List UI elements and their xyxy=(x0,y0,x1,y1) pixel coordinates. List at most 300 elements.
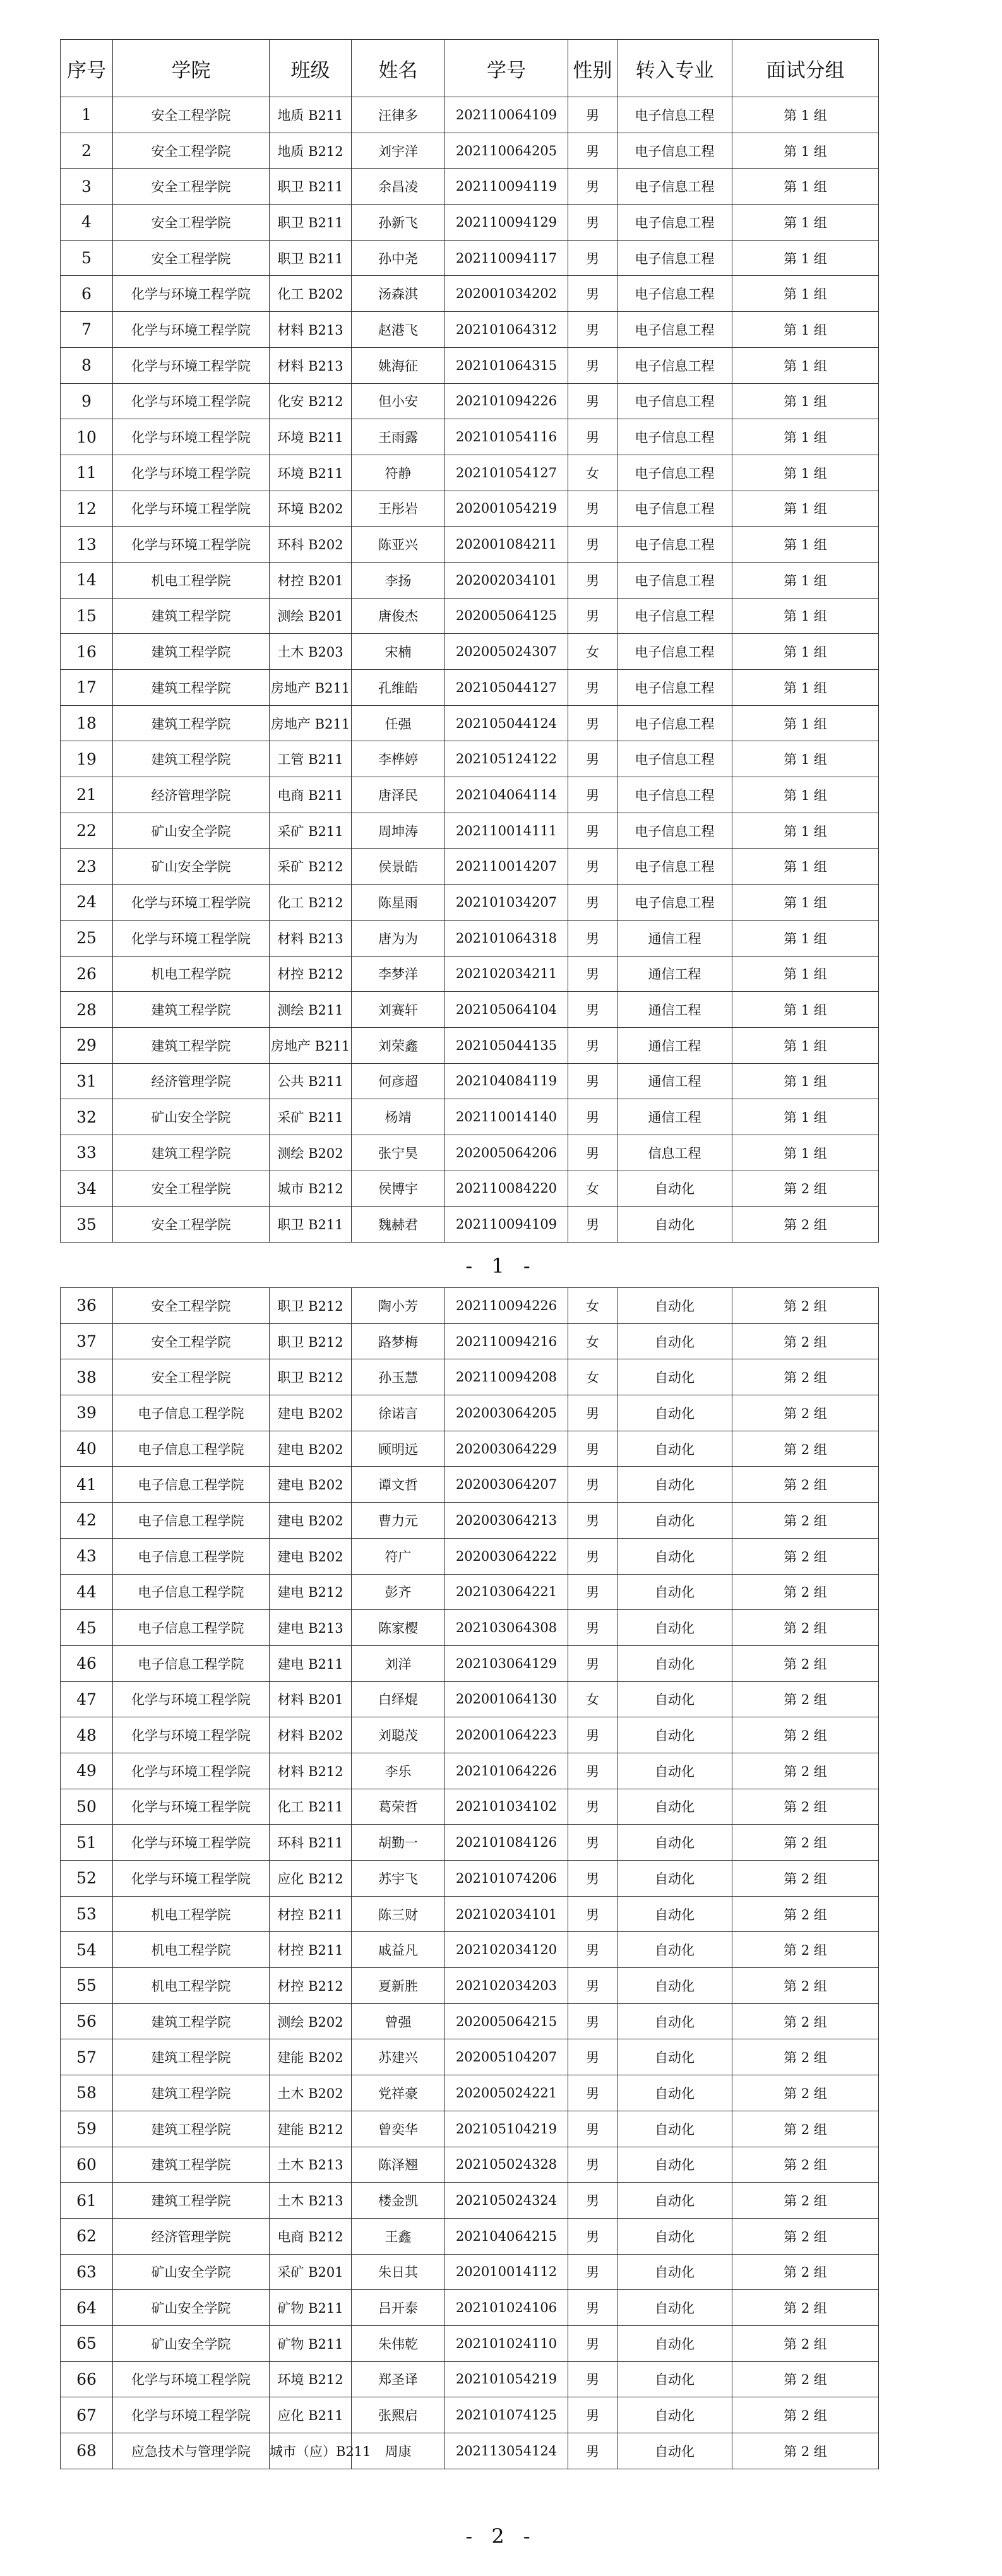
cell-major: 电子信息工程 xyxy=(617,741,732,777)
cell-student-id: 202103064308 xyxy=(445,1610,568,1646)
cell-major: 电子信息工程 xyxy=(617,885,732,921)
cell-class: 材料 B213 xyxy=(270,312,352,348)
cell-student-id: 202110064205 xyxy=(445,133,568,169)
cell-major: 通信工程 xyxy=(617,920,732,956)
cell-index: 49 xyxy=(61,1753,113,1789)
cell-index: 68 xyxy=(61,2433,113,2469)
table-row xyxy=(61,920,879,956)
cell-group: 第 2 组 xyxy=(732,1359,879,1395)
cell-index: 48 xyxy=(61,1717,113,1753)
cell-college: 安全工程学院 xyxy=(113,1288,270,1324)
cell-college: 机电工程学院 xyxy=(113,1968,270,2004)
table-row xyxy=(61,2147,879,2183)
cell-class: 测绘 B201 xyxy=(270,598,352,634)
cell-class: 环科 B211 xyxy=(270,1825,352,1861)
cell-name: 刘宇洋 xyxy=(352,133,445,169)
cell-class: 电商 B212 xyxy=(270,2218,352,2254)
cell-student-id: 202005064206 xyxy=(445,1135,568,1171)
cell-index: 33 xyxy=(61,1135,113,1171)
cell-group: 第 1 组 xyxy=(732,885,879,921)
cell-index: 63 xyxy=(61,2254,113,2290)
cell-college: 化学与环境工程学院 xyxy=(113,1753,270,1789)
cell-major: 自动化 xyxy=(617,1789,732,1825)
cell-group: 第 1 组 xyxy=(732,920,879,956)
cell-index: 44 xyxy=(61,1574,113,1610)
cell-student-id: 202110094109 xyxy=(445,1207,568,1243)
cell-college: 矿山安全学院 xyxy=(113,2325,270,2361)
cell-college: 矿山安全学院 xyxy=(113,1099,270,1135)
cell-group: 第 1 组 xyxy=(732,205,879,241)
cell-name: 李乐 xyxy=(352,1753,445,1789)
cell-index: 26 xyxy=(61,956,113,992)
cell-major: 电子信息工程 xyxy=(617,598,732,634)
cell-class: 地质 B211 xyxy=(270,97,352,133)
cell-college: 化学与环境工程学院 xyxy=(113,2397,270,2433)
cell-gender: 男 xyxy=(568,491,617,527)
cell-name: 陈亚兴 xyxy=(352,527,445,563)
cell-major: 自动化 xyxy=(617,2111,732,2147)
cell-student-id: 202101064312 xyxy=(445,312,568,348)
cell-gender: 男 xyxy=(568,1063,617,1099)
cell-student-id: 202105064104 xyxy=(445,992,568,1028)
cell-gender: 男 xyxy=(568,2039,617,2075)
cell-class: 化工 B211 xyxy=(270,1789,352,1825)
cell-name: 姚海征 xyxy=(352,347,445,383)
cell-student-id: 202110094216 xyxy=(445,1323,568,1359)
cell-major: 电子信息工程 xyxy=(617,169,732,205)
cell-index: 25 xyxy=(61,920,113,956)
cell-major: 自动化 xyxy=(617,1717,732,1753)
cell-major: 自动化 xyxy=(617,2147,732,2183)
cell-college: 建筑工程学院 xyxy=(113,1027,270,1063)
cell-college: 化学与环境工程学院 xyxy=(113,2361,270,2397)
cell-major: 自动化 xyxy=(617,1323,732,1359)
cell-student-id: 202001064223 xyxy=(445,1717,568,1753)
cell-index: 50 xyxy=(61,1789,113,1825)
cell-gender: 男 xyxy=(568,347,617,383)
cell-index: 43 xyxy=(61,1538,113,1574)
cell-group: 第 2 组 xyxy=(732,1207,879,1243)
cell-student-id: 202105024328 xyxy=(445,2147,568,2183)
cell-index: 41 xyxy=(61,1467,113,1503)
cell-name: 郑圣译 xyxy=(352,2361,445,2397)
cell-class: 材控 B212 xyxy=(270,956,352,992)
cell-group: 第 1 组 xyxy=(732,598,879,634)
cell-group: 第 2 组 xyxy=(732,1503,879,1539)
cell-major: 自动化 xyxy=(617,1171,732,1207)
cell-class: 建电 B202 xyxy=(270,1395,352,1431)
cell-student-id: 202010014112 xyxy=(445,2254,568,2290)
cell-gender: 男 xyxy=(568,2433,617,2469)
cell-college: 建筑工程学院 xyxy=(113,2147,270,2183)
table-header-row xyxy=(61,40,879,97)
cell-group: 第 1 组 xyxy=(732,705,879,741)
table-row xyxy=(61,1861,879,1897)
cell-group: 第 1 组 xyxy=(732,1027,879,1063)
cell-college: 建筑工程学院 xyxy=(113,992,270,1028)
cell-gender: 男 xyxy=(568,562,617,598)
cell-student-id: 202101054219 xyxy=(445,2361,568,2397)
cell-class: 化工 B202 xyxy=(270,276,352,312)
cell-group: 第 1 组 xyxy=(732,634,879,670)
cell-major: 自动化 xyxy=(617,1207,732,1243)
cell-group: 第 2 组 xyxy=(732,2290,879,2326)
table-row xyxy=(61,1027,879,1063)
table-row xyxy=(61,741,879,777)
cell-gender: 男 xyxy=(568,2147,617,2183)
cell-class: 城市 B212 xyxy=(270,1171,352,1207)
cell-class: 职卫 B211 xyxy=(270,1207,352,1243)
cell-name: 陈泽翘 xyxy=(352,2147,445,2183)
cell-group: 第 1 组 xyxy=(732,777,879,813)
cell-student-id: 202104064114 xyxy=(445,777,568,813)
cell-gender: 男 xyxy=(568,2325,617,2361)
cell-student-id: 202110094226 xyxy=(445,1288,568,1324)
cell-college: 安全工程学院 xyxy=(113,133,270,169)
cell-gender: 男 xyxy=(568,777,617,813)
cell-gender: 男 xyxy=(568,885,617,921)
cell-student-id: 202105044124 xyxy=(445,705,568,741)
table-row xyxy=(61,1574,879,1610)
cell-class: 房地产 B211 xyxy=(270,670,352,706)
column-header: 序号 xyxy=(61,40,113,97)
cell-major: 自动化 xyxy=(617,2361,732,2397)
cell-group: 第 1 组 xyxy=(732,1099,879,1135)
cell-name: 曾强 xyxy=(352,2003,445,2039)
cell-index: 52 xyxy=(61,1861,113,1897)
cell-student-id: 202110094208 xyxy=(445,1359,568,1395)
cell-student-id: 202101034207 xyxy=(445,885,568,921)
cell-index: 45 xyxy=(61,1610,113,1646)
cell-college: 安全工程学院 xyxy=(113,169,270,205)
cell-index: 64 xyxy=(61,2290,113,2326)
cell-index: 42 xyxy=(61,1503,113,1539)
cell-student-id: 202001064130 xyxy=(445,1681,568,1717)
cell-class: 采矿 B201 xyxy=(270,2254,352,2290)
cell-group: 第 2 组 xyxy=(732,2183,879,2219)
cell-student-id: 202110094117 xyxy=(445,240,568,276)
table-row xyxy=(61,1431,879,1467)
cell-student-id: 202104064215 xyxy=(445,2218,568,2254)
cell-name: 王鑫 xyxy=(352,2218,445,2254)
cell-index: 12 xyxy=(61,491,113,527)
cell-index: 56 xyxy=(61,2003,113,2039)
cell-college: 建筑工程学院 xyxy=(113,634,270,670)
table-row xyxy=(61,1825,879,1861)
cell-student-id: 202105044127 xyxy=(445,670,568,706)
cell-group: 第 1 组 xyxy=(732,527,879,563)
cell-student-id: 202113054124 xyxy=(445,2433,568,2469)
cell-index: 39 xyxy=(61,1395,113,1431)
cell-college: 安全工程学院 xyxy=(113,1359,270,1395)
cell-group: 第 1 组 xyxy=(732,383,879,419)
cell-gender: 男 xyxy=(568,1574,617,1610)
cell-class: 环科 B202 xyxy=(270,527,352,563)
cell-college: 建筑工程学院 xyxy=(113,2003,270,2039)
cell-major: 电子信息工程 xyxy=(617,527,732,563)
cell-index: 35 xyxy=(61,1207,113,1243)
cell-gender: 男 xyxy=(568,240,617,276)
cell-major: 电子信息工程 xyxy=(617,97,732,133)
cell-index: 10 xyxy=(61,419,113,455)
table-row xyxy=(61,455,879,491)
cell-student-id: 202110014111 xyxy=(445,813,568,849)
cell-major: 自动化 xyxy=(617,2218,732,2254)
cell-group: 第 2 组 xyxy=(732,2111,879,2147)
cell-gender: 男 xyxy=(568,2111,617,2147)
cell-index: 6 xyxy=(61,276,113,312)
cell-major: 电子信息工程 xyxy=(617,670,732,706)
cell-college: 化学与环境工程学院 xyxy=(113,491,270,527)
cell-name: 张宁昊 xyxy=(352,1135,445,1171)
cell-student-id: 202101064318 xyxy=(445,920,568,956)
cell-class: 职卫 B211 xyxy=(270,240,352,276)
cell-student-id: 202102034211 xyxy=(445,956,568,992)
table-row xyxy=(61,634,879,670)
cell-college: 电子信息工程学院 xyxy=(113,1610,270,1646)
cell-class: 土木 B213 xyxy=(270,2183,352,2219)
cell-college: 化学与环境工程学院 xyxy=(113,1825,270,1861)
cell-major: 自动化 xyxy=(617,2075,732,2111)
cell-gender: 男 xyxy=(568,133,617,169)
cell-name: 王雨露 xyxy=(352,419,445,455)
cell-gender: 男 xyxy=(568,670,617,706)
cell-student-id: 202105104219 xyxy=(445,2111,568,2147)
cell-index: 61 xyxy=(61,2183,113,2219)
cell-group: 第 1 组 xyxy=(732,670,879,706)
cell-index: 54 xyxy=(61,1932,113,1968)
cell-major: 电子信息工程 xyxy=(617,383,732,419)
cell-college: 安全工程学院 xyxy=(113,1171,270,1207)
cell-class: 矿物 B211 xyxy=(270,2290,352,2326)
cell-group: 第 1 组 xyxy=(732,849,879,885)
cell-gender: 男 xyxy=(568,2254,617,2290)
cell-index: 15 xyxy=(61,598,113,634)
cell-major: 自动化 xyxy=(617,1861,732,1897)
cell-class: 土木 B213 xyxy=(270,2147,352,2183)
cell-index: 1 xyxy=(61,97,113,133)
cell-name: 李梦洋 xyxy=(352,956,445,992)
cell-student-id: 202101034102 xyxy=(445,1789,568,1825)
cell-major: 自动化 xyxy=(617,1753,732,1789)
table-row xyxy=(61,1135,879,1171)
cell-gender: 男 xyxy=(568,419,617,455)
cell-college: 化学与环境工程学院 xyxy=(113,1717,270,1753)
cell-college: 化学与环境工程学院 xyxy=(113,527,270,563)
cell-student-id: 202101054127 xyxy=(445,455,568,491)
cell-group: 第 2 组 xyxy=(732,1538,879,1574)
cell-group: 第 2 组 xyxy=(732,1968,879,2004)
cell-gender: 女 xyxy=(568,1323,617,1359)
cell-name: 刘洋 xyxy=(352,1645,445,1681)
cell-index: 22 xyxy=(61,813,113,849)
cell-college: 化学与环境工程学院 xyxy=(113,383,270,419)
cell-major: 电子信息工程 xyxy=(617,491,732,527)
cell-group: 第 1 组 xyxy=(732,455,879,491)
cell-group: 第 1 组 xyxy=(732,1063,879,1099)
cell-class: 环境 B211 xyxy=(270,419,352,455)
table-row xyxy=(61,1932,879,1968)
cell-group: 第 2 组 xyxy=(732,1431,879,1467)
cell-class: 建电 B211 xyxy=(270,1645,352,1681)
table-row xyxy=(61,777,879,813)
cell-name: 吕开泰 xyxy=(352,2290,445,2326)
cell-index: 51 xyxy=(61,1825,113,1861)
table-row xyxy=(61,598,879,634)
cell-college: 化学与环境工程学院 xyxy=(113,312,270,348)
cell-gender: 男 xyxy=(568,1789,617,1825)
cell-name: 陈家樱 xyxy=(352,1610,445,1646)
cell-major: 自动化 xyxy=(617,1825,732,1861)
cell-index: 38 xyxy=(61,1359,113,1395)
cell-college: 化学与环境工程学院 xyxy=(113,455,270,491)
table-row xyxy=(61,670,879,706)
cell-major: 自动化 xyxy=(617,1359,732,1395)
cell-major: 自动化 xyxy=(617,2039,732,2075)
cell-class: 环境 B202 xyxy=(270,491,352,527)
table-row xyxy=(61,1288,879,1324)
table-row xyxy=(61,1789,879,1825)
cell-college: 应急技术与管理学院 xyxy=(113,2433,270,2469)
cell-name: 夏新胜 xyxy=(352,1968,445,2004)
cell-name: 谭文哲 xyxy=(352,1467,445,1503)
table-row xyxy=(61,383,879,419)
cell-name: 曾奕华 xyxy=(352,2111,445,2147)
cell-name: 王彤岩 xyxy=(352,491,445,527)
cell-class: 电商 B211 xyxy=(270,777,352,813)
cell-class: 材控 B212 xyxy=(270,1968,352,2004)
cell-index: 32 xyxy=(61,1099,113,1135)
cell-group: 第 1 组 xyxy=(732,97,879,133)
cell-name: 刘聪茂 xyxy=(352,1717,445,1753)
cell-student-id: 202105024324 xyxy=(445,2183,568,2219)
cell-group: 第 2 组 xyxy=(732,1323,879,1359)
cell-student-id: 202101024106 xyxy=(445,2290,568,2326)
cell-major: 电子信息工程 xyxy=(617,276,732,312)
table-row xyxy=(61,276,879,312)
cell-student-id: 202101054116 xyxy=(445,419,568,455)
cell-college: 建筑工程学院 xyxy=(113,741,270,777)
cell-class: 建电 B212 xyxy=(270,1574,352,1610)
cell-group: 第 2 组 xyxy=(732,1861,879,1897)
cell-name: 赵港飞 xyxy=(352,312,445,348)
cell-gender: 男 xyxy=(568,169,617,205)
cell-group: 第 2 组 xyxy=(732,1574,879,1610)
cell-class: 化工 B212 xyxy=(270,885,352,921)
cell-group: 第 2 组 xyxy=(732,2361,879,2397)
cell-student-id: 202102034120 xyxy=(445,1932,568,1968)
cell-name: 朱日其 xyxy=(352,2254,445,2290)
cell-gender: 男 xyxy=(568,1099,617,1135)
cell-class: 公共 B211 xyxy=(270,1063,352,1099)
cell-group: 第 1 组 xyxy=(732,276,879,312)
cell-name: 苏建兴 xyxy=(352,2039,445,2075)
column-header: 学院 xyxy=(113,40,270,97)
cell-name: 周坤涛 xyxy=(352,813,445,849)
cell-gender: 男 xyxy=(568,2361,617,2397)
table-row xyxy=(61,312,879,348)
cell-student-id: 202110014207 xyxy=(445,849,568,885)
cell-gender: 男 xyxy=(568,813,617,849)
cell-gender: 男 xyxy=(568,741,617,777)
cell-major: 电子信息工程 xyxy=(617,849,732,885)
cell-name: 戚益凡 xyxy=(352,1932,445,1968)
column-header: 性别 xyxy=(568,40,617,97)
table-row xyxy=(61,1896,879,1932)
page-number: - 1 - xyxy=(465,1254,537,1278)
cell-group: 第 2 组 xyxy=(732,1717,879,1753)
cell-student-id: 202102034203 xyxy=(445,1968,568,2004)
table-row xyxy=(61,169,879,205)
cell-major: 自动化 xyxy=(617,1431,732,1467)
table-row xyxy=(61,2218,879,2254)
cell-name: 白绎焜 xyxy=(352,1681,445,1717)
cell-college: 化学与环境工程学院 xyxy=(113,1681,270,1717)
table-row xyxy=(61,849,879,885)
cell-gender: 男 xyxy=(568,2183,617,2219)
cell-group: 第 2 组 xyxy=(732,1610,879,1646)
table-row xyxy=(61,1207,879,1243)
table-row xyxy=(61,1968,879,2004)
cell-student-id: 202110084220 xyxy=(445,1171,568,1207)
cell-group: 第 1 组 xyxy=(732,1135,879,1171)
cell-student-id: 202002034101 xyxy=(445,562,568,598)
table-row xyxy=(61,1171,879,1207)
column-header: 面试分组 xyxy=(732,40,879,97)
cell-group: 第 2 组 xyxy=(732,2325,879,2361)
cell-major: 电子信息工程 xyxy=(617,133,732,169)
table-row xyxy=(61,2254,879,2290)
cell-index: 60 xyxy=(61,2147,113,2183)
cell-index: 8 xyxy=(61,347,113,383)
cell-name: 刘赛轩 xyxy=(352,992,445,1028)
cell-college: 经济管理学院 xyxy=(113,777,270,813)
cell-index: 24 xyxy=(61,885,113,921)
cell-class: 材料 B213 xyxy=(270,347,352,383)
cell-class: 城市（应）B211 xyxy=(270,2433,352,2469)
cell-group: 第 2 组 xyxy=(732,2254,879,2290)
cell-group: 第 2 组 xyxy=(732,2397,879,2433)
table-row xyxy=(61,2290,879,2326)
cell-class: 地质 B212 xyxy=(270,133,352,169)
cell-index: 46 xyxy=(61,1645,113,1681)
cell-major: 自动化 xyxy=(617,2003,732,2039)
cell-index: 9 xyxy=(61,383,113,419)
cell-gender: 男 xyxy=(568,1503,617,1539)
cell-gender: 男 xyxy=(568,1645,617,1681)
cell-class: 材控 B201 xyxy=(270,562,352,598)
cell-group: 第 1 组 xyxy=(732,491,879,527)
cell-name: 宋楠 xyxy=(352,634,445,670)
cell-college: 建筑工程学院 xyxy=(113,598,270,634)
cell-name: 余昌凌 xyxy=(352,169,445,205)
cell-gender: 男 xyxy=(568,849,617,885)
table-row xyxy=(61,1753,879,1789)
table-row xyxy=(61,527,879,563)
cell-student-id: 202110064109 xyxy=(445,97,568,133)
cell-student-id: 202103064221 xyxy=(445,1574,568,1610)
cell-student-id: 202101084126 xyxy=(445,1825,568,1861)
cell-student-id: 202005104207 xyxy=(445,2039,568,2075)
table-row xyxy=(61,2397,879,2433)
table-row xyxy=(61,1503,879,1539)
cell-class: 职卫 B211 xyxy=(270,205,352,241)
cell-major: 电子信息工程 xyxy=(617,562,732,598)
cell-group: 第 2 组 xyxy=(732,1789,879,1825)
cell-student-id: 202005064125 xyxy=(445,598,568,634)
cell-major: 自动化 xyxy=(617,1574,732,1610)
cell-college: 建筑工程学院 xyxy=(113,2111,270,2147)
